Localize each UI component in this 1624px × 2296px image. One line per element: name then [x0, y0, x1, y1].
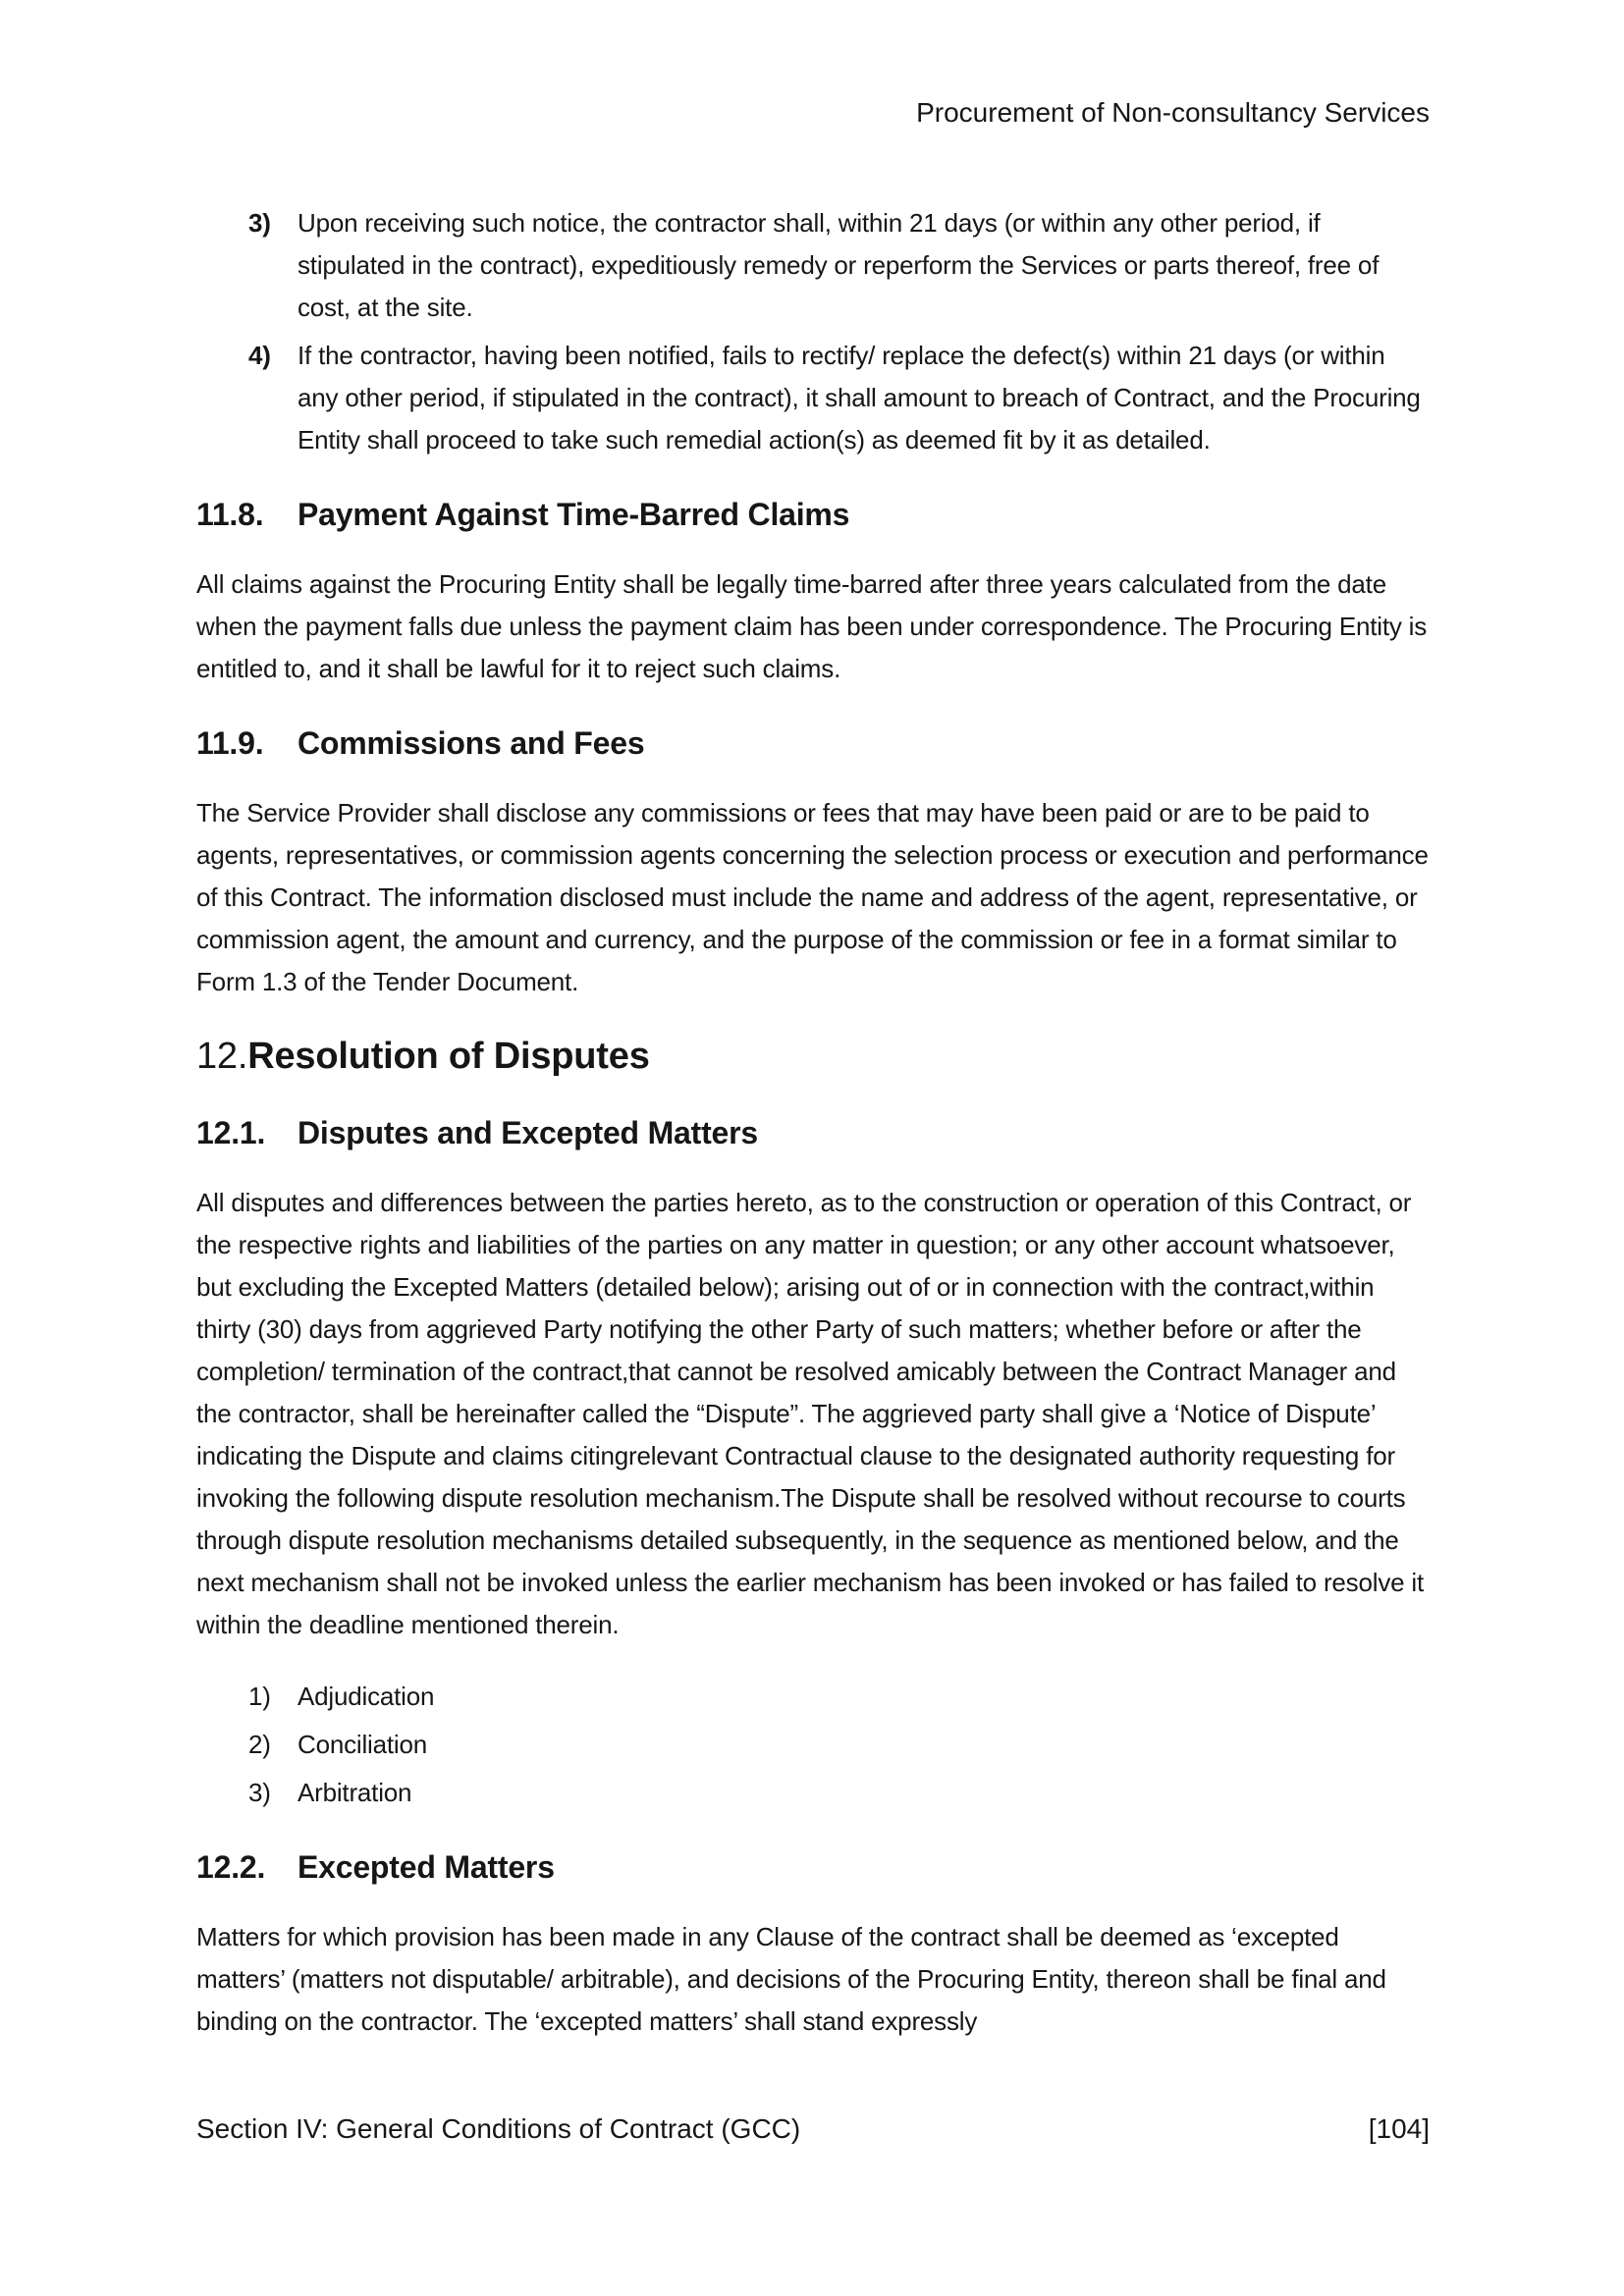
- list-item-text: Adjudication: [298, 1682, 435, 1711]
- heading-number: 11.8.: [196, 497, 264, 532]
- heading-title: Commissions and Fees: [298, 725, 645, 761]
- list-item-number: 1): [248, 1682, 271, 1711]
- list-item: [196, 1772, 1430, 1814]
- list-item-text: Conciliation: [298, 1730, 428, 1759]
- paragraph-12-2: Matters for which provision has been made in any Clause of the contract shall be deemed as ‘excepted matters’ (matters not disputable/ arbitrable), and decisions of the Procuring Entity, thereon shall be final and binding on the contractor. The ‘excepted matters’ shall stand expressly: [196, 1922, 1386, 2036]
- heading-number: 12.1.: [196, 1115, 266, 1150]
- list-item-text: If the contractor, having been notified, fails to rectify/ replace the defect(s) within 21 days (or within any other period, if stipulated in the contract), it shall amount to breach of Contract, and the Procuring Entity shall proceed to take such remedial action(s) as deemed fit by it as detailed.: [298, 341, 1421, 454]
- heading-title: Resolution of Disputes: [247, 1036, 650, 1077]
- heading-number: 12.: [196, 1036, 248, 1077]
- list-item: [196, 335, 1430, 461]
- list-item: [196, 202, 1430, 329]
- page-footer: [196, 2112, 1430, 2146]
- list-item-number: 3): [248, 1778, 271, 1807]
- paragraph-11-8: All claims against the Procuring Entity shall be legally time-barred after three years calculated from the date when the payment falls due unless the payment claim has been under correspondence. The Procuring Entity is entitled to, and it shall be lawful for it to reject such claims.: [196, 569, 1428, 683]
- list-item: [196, 1724, 1430, 1766]
- heading-title: Payment Against Time-Barred Claims: [298, 497, 850, 532]
- heading-11-8: [196, 495, 1430, 534]
- list-item: [196, 1676, 1430, 1718]
- list-item-number: 3): [248, 208, 271, 238]
- list-item-number: 4): [248, 341, 271, 370]
- paragraph-11-9: The Service Provider shall disclose any commissions or fees that may have been paid or are to be paid to agents, representatives, or commission agents concerning the selection process or execution and performance of this Contract. The information disclosed must include the name and address of the agent, representative, or commission agent, the amount and currency, and the purpose of the commission or fee in a format similar to Form 1.3 of the Tender Document.: [196, 798, 1429, 996]
- heading-number: 12.2.: [196, 1849, 266, 1885]
- footer-page-number: [104]: [1368, 2113, 1430, 2144]
- heading-12-2: [196, 1847, 1430, 1887]
- list-item-number: 2): [248, 1730, 271, 1759]
- heading-title: Disputes and Excepted Matters: [298, 1115, 758, 1150]
- remedies-list: [196, 202, 1430, 461]
- heading-12: [196, 1033, 1430, 1080]
- heading-12-1: [196, 1113, 1430, 1152]
- list-item-text: Arbitration: [298, 1778, 412, 1807]
- list-item-text: Upon receiving such notice, the contractor shall, within 21 days (or within any other period, if stipulated in the contract), expeditiously remedy or reperform the Services or parts thereof, free of cost, at the site.: [298, 208, 1380, 322]
- footer-section-label: Section IV: General Conditions of Contract (GCC): [196, 2113, 801, 2144]
- paragraph-12-1: All disputes and differences between the parties hereto, as to the construction or operation of this Contract, or the respective rights and liabilities of the parties on any matter in question; or any other account whatsoever, but excluding the Excepted Matters (detailed below); arising out of or in connection with the contract,within thirty (30) days from aggrieved Party notifying the other Party of such matters; whether before or after the completion/ termination of the contract,that cannot be resolved amicably between the Contract Manager and the contractor, shall be hereinafter called the “Dispute”. The aggrieved party shall give a ‘Notice of Dispute’ indicating the Dispute and claims citingrelevant Contractual clause to the designated authority requesting for invoking the following dispute resolution mechanism.The Dispute shall be resolved without recourse to courts through dispute resolution mechanisms detailed subsequently, in the sequence as mentioned below, and the next mechanism shall not be invoked unless the earlier mechanism has been invoked or has failed to resolve it within the deadline mentioned therein.: [196, 1188, 1425, 1639]
- heading-title: Excepted Matters: [298, 1849, 555, 1885]
- running-header: Procurement of Non-consultancy Services: [916, 97, 1430, 128]
- heading-11-9: [196, 723, 1430, 763]
- heading-number: 11.9.: [196, 725, 264, 761]
- dispute-mechanisms-list: [196, 1676, 1430, 1814]
